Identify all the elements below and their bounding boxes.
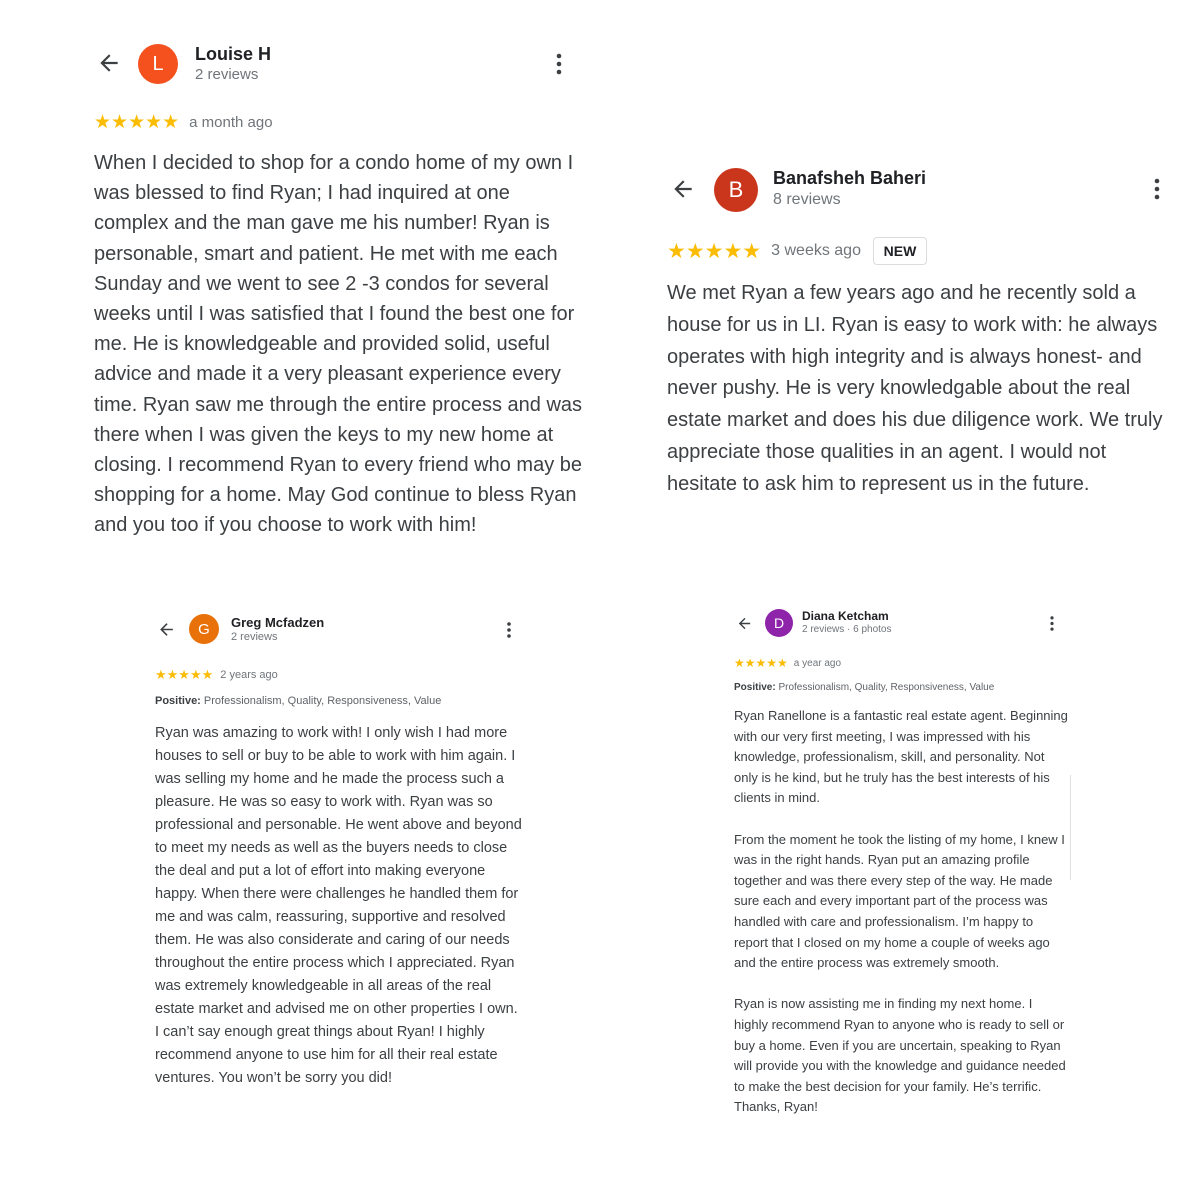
arrow-back-icon[interactable] [670, 176, 696, 202]
reviewer-name[interactable]: Louise H [195, 44, 272, 64]
review-time: 2 years ago [220, 669, 278, 681]
avatar[interactable] [714, 168, 758, 212]
reviewer-stats: 8 reviews [773, 191, 841, 208]
scrollbar[interactable] [1070, 775, 1071, 880]
reviewer-name[interactable]: Banafsheh Baheri [773, 168, 927, 188]
arrow-back-icon[interactable] [157, 620, 176, 639]
avatar[interactable] [189, 614, 219, 644]
review-paragraph: Ryan Ranellone is a fantastic real estate agent. Beginning with our very first meeting, I was impressed with his knowledge, professionalism, skill, and personality. Not only is he kind, but he truly has the best interests of his clients in mind. [734, 708, 1068, 806]
review-text [155, 722, 530, 1090]
review-meta [155, 667, 278, 683]
star-rating: ★★★★★ [734, 656, 788, 670]
reviewer-name[interactable]: Greg Mcfadzen [231, 615, 325, 630]
avatar-letter: B [728, 177, 744, 202]
avatar-letter: L [152, 52, 164, 75]
positive-attributes [155, 695, 441, 707]
avatar-letter: D [773, 615, 785, 631]
review-time: a month ago [189, 114, 273, 131]
review-paragraph: I can’t say enough great things about Ryan! I highly recommend anyone to use him for all their real estate ventures. You won’t be sorry you did! [155, 1024, 498, 1086]
avatar[interactable] [138, 44, 178, 84]
review-paragraph: From the moment he took the listing of my home, I knew I was in the right hands. Ryan put an amazing profile together and was there every step of the way. He made sure each and every important part of the process was handled with care and professionalism. I’m happy to report that I closed on my home a couple of weeks ago and the entire process was extremely smooth. [734, 831, 1065, 971]
review-time: 3 weeks ago [771, 242, 861, 259]
positive-label: Positive: [155, 695, 201, 707]
review-paragraph: Ryan was amazing to work with! I only wish I had more houses to sell or buy to be able to work with him again. I was selling my home and he made the process such a pleasure. He was so easy to work with. Ryan was so professional and personable. He went above and beyond to meet my needs as well as the buyers needs to close the deal and put a lot of effort into making everyone happy. When there were challenges he handled them for me and was calm, reassuring, supportive and resolved them. He was also considerate and caring of our needs throughout the entire process which I appreciated. Ryan was extremely knowledgeable in all areas of the real estate market and advised me on other properties I own. [155, 725, 522, 1017]
positive-label: Positive: [734, 682, 776, 693]
review-text [94, 148, 584, 541]
review-paragraph: Ryan is now assisting me in finding my next home. I highly recommend Ryan to anyone who is ready to sell or buy a home. Even if you are uncertain, speaking to Ryan will provide you with the knowledge and guidance needed to make the best decision for your family. He’s terrific. Thanks, Ryan! [734, 996, 1066, 1115]
reviewer-stats: 2 reviews · 6 photos [802, 624, 892, 635]
review-paragraph: When I decided to shop for a condo home of my own I was blessed to find Ryan; I had inquired at one complex and the man gave me his number! Ryan is personable, smart and patient. He met with me each Sunday and we went to see 2 -3 condos for several weeks until I was satisfied that I found the best one for me. He is knowledgeable and provided solid, useful advice and made it a very pleasant experience every time. Ryan saw me through the entire process and was there when I was given the keys to my new home at closing. I recommend Ryan to every friend who may be shopping for a home. May God continue to bless Ryan and you too if you choose to work with him! [94, 152, 583, 537]
more-vert-icon[interactable] [1151, 177, 1163, 201]
avatar-letter: G [198, 620, 210, 638]
review-text [734, 706, 1069, 1118]
review-time: a year ago [793, 657, 842, 669]
more-vert-icon[interactable] [1048, 615, 1056, 632]
reviewer-stats: 2 reviews [195, 66, 259, 83]
review-text [667, 278, 1177, 501]
reviewer-name[interactable]: Diana Ketcham [802, 609, 889, 623]
more-vert-icon[interactable] [505, 621, 513, 639]
review-meta [94, 111, 273, 134]
avatar[interactable] [765, 609, 793, 637]
positive-values: Professionalism, Quality, Responsiveness, Value [203, 695, 442, 707]
more-vert-icon[interactable] [553, 52, 565, 76]
star-rating: ★★★★★ [155, 667, 214, 682]
new-badge: NEW [873, 237, 927, 265]
star-rating: ★★★★★ [94, 112, 180, 133]
review-paragraph: We met Ryan a few years ago and he recently sold a house for us in LI. Ryan is easy to work with: he always operates with high integrity and is always honest- and never pushy. He is very knowledgable about the real estate market and does his due diligence work. We truly appreciate those qualities in an agent. I would not hesitate to ask him to represent us in the future. [667, 282, 1163, 495]
review-meta [734, 656, 841, 670]
arrow-back-icon[interactable] [736, 615, 753, 632]
positive-values: Professionalism, Quality, Responsiveness, Value [778, 682, 995, 693]
reviewer-stats: 2 reviews [231, 631, 278, 643]
arrow-back-icon[interactable] [96, 50, 122, 76]
positive-attributes [734, 682, 994, 693]
star-rating: ★★★★★ [667, 239, 762, 263]
review-meta [667, 237, 927, 265]
